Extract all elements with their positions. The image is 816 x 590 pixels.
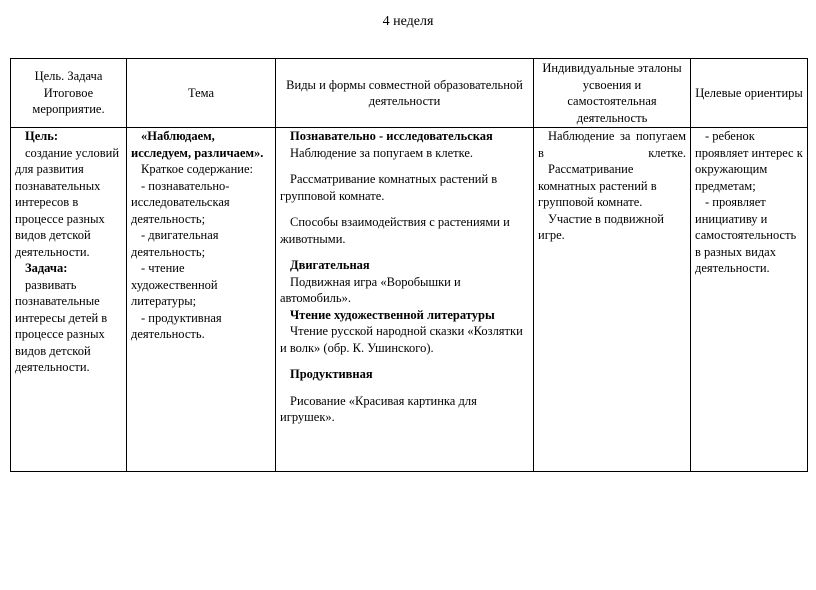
- productive-activity: Рисование «Красивая картинка для игрушек».: [280, 393, 477, 424]
- theme-item: - двигательная деятельность;: [131, 228, 219, 259]
- goal-label: Цель:: [25, 129, 59, 143]
- goal-text: создание условий для развития познавательных интересов в процессе разных видов детской деятельности.: [15, 145, 120, 259]
- header-activities: Виды и формы совместной образовательной деятельности: [276, 59, 534, 128]
- header-targets: Целевые ориентиры: [691, 59, 808, 128]
- cognitive-activity: Рассматривание комнатных растений в групповой комнате.: [280, 172, 498, 203]
- header-individual: Индивидуальные эталоны усвоения и самостоятельная деятельность: [534, 59, 691, 128]
- header-theme: Тема: [127, 59, 276, 128]
- productive-heading: Продуктивная: [290, 367, 373, 381]
- theme-title: «Наблюдаем, исследуем, различаем».: [131, 129, 264, 160]
- individual-item: Наблюдение за попугаем в клетке.: [538, 129, 686, 160]
- theme-item: - познавательно-исследовательская деятельность;: [131, 178, 230, 226]
- theme-item: - продуктивная деятельность.: [131, 310, 222, 341]
- header-goal: Цель. Задача Итоговое мероприятие.: [11, 59, 127, 128]
- activities-cell: [276, 128, 534, 472]
- individual-cell: [534, 128, 691, 472]
- plan-table: [10, 58, 808, 472]
- goal-cell: [11, 128, 127, 472]
- theme-summary-label: Краткое содержание:: [141, 162, 253, 176]
- cognitive-activity: Способы взаимодействия с растениями и животными.: [280, 215, 510, 246]
- table-row: [11, 128, 808, 472]
- task-text: развивать познавательные интересы детей в процессе разных видов детской деятельности.: [15, 277, 108, 374]
- task-label: Задача:: [25, 261, 68, 275]
- individual-item: Рассматривание комнатных растений в групповой комнате.: [538, 162, 657, 209]
- motor-heading: Двигательная: [290, 258, 370, 272]
- reading-heading: Чтение художественной литературы: [290, 307, 495, 322]
- cognitive-activity: Наблюдение за попугаем в клетке.: [290, 145, 474, 160]
- reading-activity: Чтение русской народной сказки «Козлятки и волк» (обр. К. Ушинского).: [280, 324, 523, 355]
- week-title: 4 неделя: [382, 14, 434, 29]
- motor-activity: Подвижная игра «Воробышки и автомобиль».: [280, 274, 461, 305]
- targets-cell: [691, 128, 808, 472]
- theme-item: - чтение художественной литературы;: [131, 261, 218, 308]
- target-item: - проявляет инициативу и самостоятельность в разных видах деятельности.: [695, 195, 797, 275]
- theme-cell: [127, 128, 276, 472]
- target-item: - ребенок проявляет интерес к окружающим предметам;: [695, 129, 803, 193]
- table-header-row: [11, 59, 808, 128]
- cognitive-heading: Познавательно - исследовательская: [290, 129, 493, 143]
- individual-item: Участие в подвижной игре.: [538, 211, 664, 242]
